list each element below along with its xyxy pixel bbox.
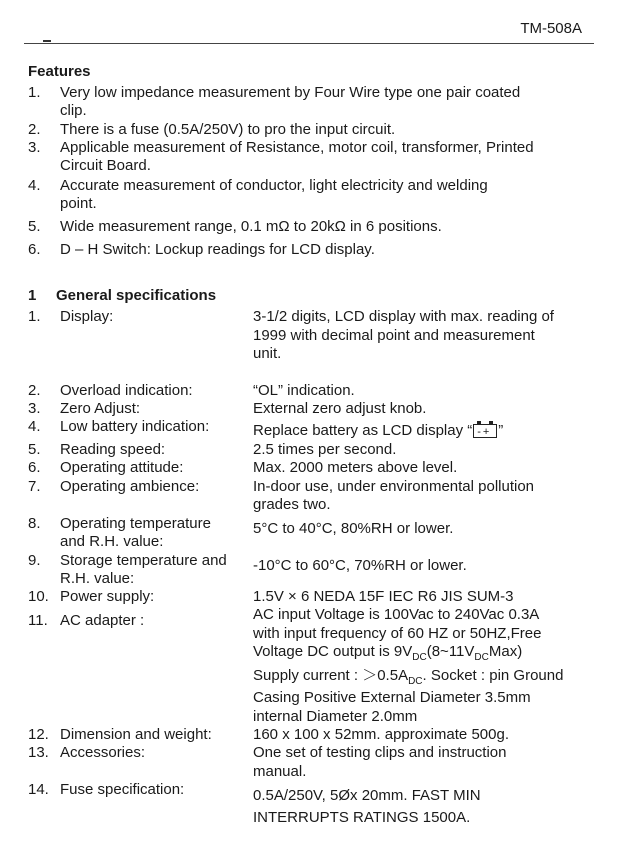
spec-value: grades two. bbox=[253, 496, 331, 513]
header-mark bbox=[43, 40, 51, 42]
spec-value bbox=[253, 643, 522, 667]
spec-num: 11. bbox=[28, 612, 48, 629]
feature-num: 2. bbox=[28, 121, 41, 138]
spec-label: Operating attitude: bbox=[60, 459, 184, 476]
spec-value: Casing Positive External Diameter 3.5mm bbox=[253, 689, 531, 706]
spec-num: 13. bbox=[28, 744, 49, 761]
spec-label: Dimension and weight: bbox=[60, 726, 212, 743]
spec-value: 1999 with decimal point and measurement bbox=[253, 327, 535, 344]
spec-num: 1. bbox=[28, 308, 41, 325]
spec-num: 12. bbox=[28, 726, 49, 743]
spec-value: 5°C to 40°C, 80%RH or lower. bbox=[253, 520, 454, 537]
spec-num: 9. bbox=[28, 552, 41, 569]
spec-num: 8. bbox=[28, 515, 41, 532]
spec-label: Accessories: bbox=[60, 744, 146, 761]
spec-label: Zero Adjust: bbox=[60, 400, 141, 417]
spec-label: Fuse specification: bbox=[60, 781, 185, 798]
subscript: DC bbox=[474, 652, 489, 663]
spec-label: AC adapter : bbox=[60, 612, 145, 629]
spec-label: Operating temperature bbox=[60, 515, 211, 532]
spec-value-text: ” bbox=[498, 422, 504, 439]
spec-value bbox=[253, 667, 563, 691]
feature-text: Circuit Board. bbox=[60, 157, 151, 174]
section-number: 1 bbox=[28, 287, 37, 304]
spec-label: Storage temperature and bbox=[60, 552, 227, 569]
spec-label: Low battery indication: bbox=[60, 418, 210, 435]
spec-value: One set of testing clips and instruction bbox=[253, 744, 507, 761]
spec-value: manual. bbox=[253, 763, 307, 780]
spec-value bbox=[253, 422, 503, 440]
spec-num: 10. bbox=[28, 588, 49, 605]
spec-value: AC input Voltage is 100Vac to 240Vac 0.3A bbox=[253, 606, 540, 623]
feature-num: 5. bbox=[28, 218, 41, 235]
section-title: General specifications bbox=[56, 287, 217, 304]
feature-num: 6. bbox=[28, 241, 41, 258]
feature-text: There is a fuse (0.5A/250V) to pro the input circuit. bbox=[60, 121, 396, 138]
spec-label: Overload indication: bbox=[60, 382, 193, 399]
spec-num: 7. bbox=[28, 478, 41, 495]
spec-value: 160 x 100 x 52mm. approximate 500g. bbox=[253, 726, 509, 743]
spec-value: External zero adjust knob. bbox=[253, 400, 427, 417]
spec-value: Max. 2000 meters above level. bbox=[253, 459, 458, 476]
spec-num: 6. bbox=[28, 459, 41, 476]
spec-num: 5. bbox=[28, 441, 41, 458]
spec-label: and R.H. value: bbox=[60, 533, 164, 550]
spec-num: 3. bbox=[28, 400, 41, 417]
subscript: DC bbox=[408, 676, 423, 687]
spec-value: 3-1/2 digits, LCD display with max. reading of bbox=[253, 308, 554, 325]
spec-label: R.H. value: bbox=[60, 570, 135, 587]
spec-label: Display: bbox=[60, 308, 114, 325]
spec-value: -10°C to 60°C, 70%RH or lower. bbox=[253, 557, 467, 574]
feature-text: Applicable measurement of Resistance, motor coil, transformer, Printed bbox=[60, 139, 534, 156]
feature-num: 3. bbox=[28, 139, 41, 156]
spec-value: 2.5 times per second. bbox=[253, 441, 397, 458]
spec-value: 0.5A/250V, 5Øx 20mm. FAST MIN bbox=[253, 787, 481, 804]
subscript: DC bbox=[412, 652, 427, 663]
spec-value-text: Voltage DC output is 9V bbox=[253, 643, 413, 660]
feature-text: D – H Switch: Lockup readings for LCD display. bbox=[60, 241, 375, 258]
spec-label: Power supply: bbox=[60, 588, 155, 605]
feature-text: Very low impedance measurement by Four Wire type one pair coated bbox=[60, 84, 521, 101]
spec-value-text: . Socket : pin Ground bbox=[422, 667, 564, 684]
spec-value-text: (8~11V bbox=[426, 643, 475, 660]
spec-value: In-door use, under environmental pollution bbox=[253, 478, 535, 495]
spec-label: Operating ambience: bbox=[60, 478, 200, 495]
spec-value-text: Max) bbox=[488, 643, 523, 660]
feature-num: 4. bbox=[28, 177, 41, 194]
header-divider bbox=[24, 43, 594, 44]
battery-icon: -+ bbox=[473, 424, 497, 438]
feature-text: Wide measurement range, 0.1 mΩ to 20kΩ in 6 positions. bbox=[60, 218, 442, 235]
spec-value: “OL” indication. bbox=[253, 382, 355, 399]
feature-num: 1. bbox=[28, 84, 41, 101]
spec-value: internal Diameter 2.0mm bbox=[253, 708, 418, 725]
spec-num: 2. bbox=[28, 382, 41, 399]
document-model-header: TM-508A bbox=[520, 20, 582, 37]
spec-value-text: Supply current : ＞0.5A bbox=[253, 667, 409, 684]
spec-value: with input frequency of 60 HZ or 50HZ,Free bbox=[253, 625, 542, 642]
feature-text: point. bbox=[60, 195, 97, 212]
spec-value: unit. bbox=[253, 345, 282, 362]
spec-num: 14. bbox=[28, 781, 49, 798]
features-heading: Features bbox=[28, 63, 91, 80]
feature-text: clip. bbox=[60, 102, 87, 119]
spec-num: 4. bbox=[28, 418, 41, 435]
spec-label: Reading speed: bbox=[60, 441, 166, 458]
feature-text: Accurate measurement of conductor, light electricity and welding bbox=[60, 177, 488, 194]
spec-value: INTERRUPTS RATINGS 1500A. bbox=[253, 809, 471, 826]
spec-value-text: Replace battery as LCD display “ bbox=[253, 422, 473, 439]
spec-value: 1.5V × 6 NEDA 15F IEC R6 JIS SUM-3 bbox=[253, 588, 514, 605]
